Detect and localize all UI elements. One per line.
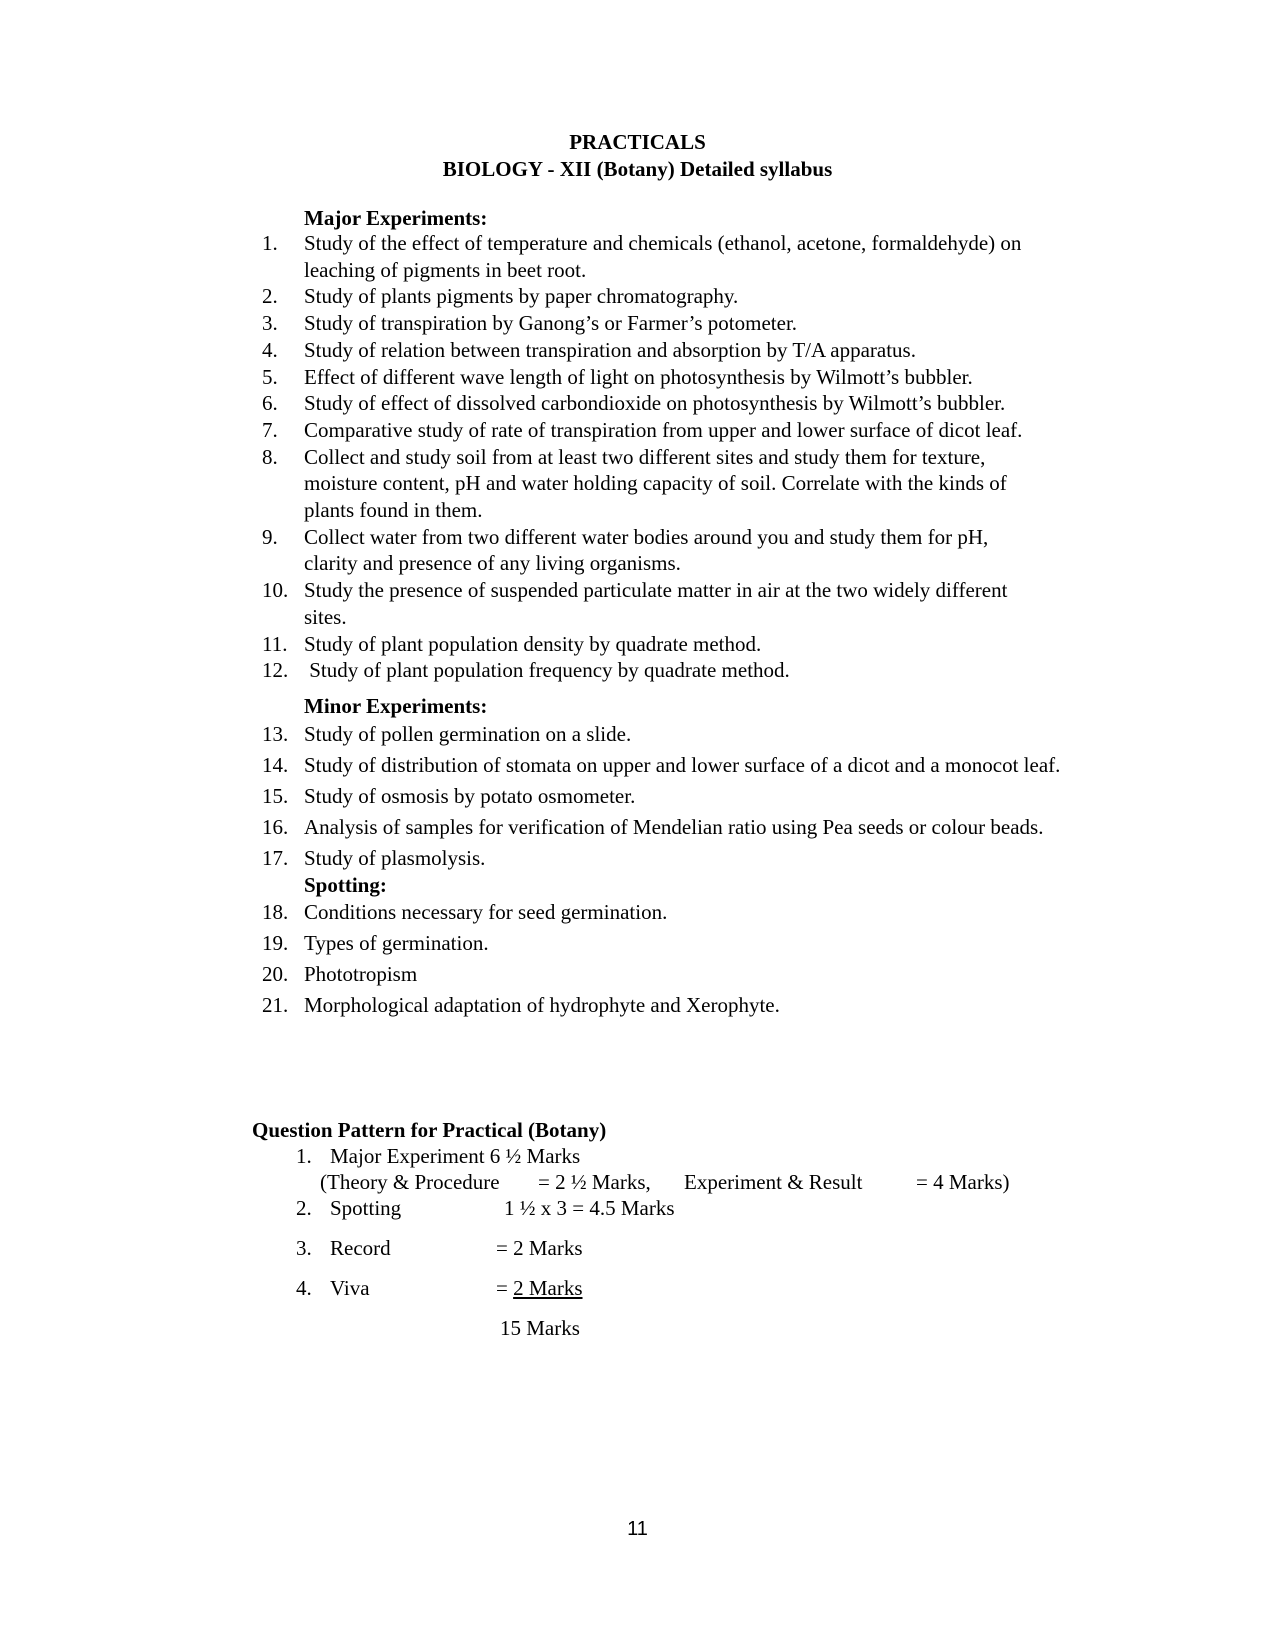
list-item-line: Analysis of samples for verification of Mendelian ratio using Pea seeds or colour beads. bbox=[304, 815, 1044, 839]
list-item-line: moisture content, pH and water holding capacity of soil. Correlate with the kinds of bbox=[304, 471, 1007, 496]
list-item-text bbox=[304, 577, 1162, 630]
list-item-line: clarity and presence of any living organisms. bbox=[304, 551, 681, 576]
list-item-text bbox=[304, 959, 1162, 990]
list-item-number: 4. bbox=[262, 337, 278, 362]
list-item-text bbox=[304, 631, 1162, 658]
pattern-total-value: 15 Marks bbox=[500, 1316, 580, 1340]
pattern-detail-experiment: Experiment & Result bbox=[684, 1170, 863, 1194]
list-item-text bbox=[304, 781, 1162, 812]
list-item-number: 1. bbox=[262, 231, 278, 255]
list-item bbox=[262, 812, 1162, 843]
pattern-value: = 2 Marks bbox=[496, 1236, 583, 1260]
list-item-text bbox=[304, 750, 1162, 781]
list-item bbox=[262, 719, 1162, 750]
list-item-text bbox=[304, 390, 1162, 417]
minor-experiments-heading: Minor Experiments: bbox=[304, 694, 488, 718]
list-item-number: 21. bbox=[262, 993, 289, 1017]
list-item-line: Comparative study of rate of transpiration from upper and lower surface of dicot leaf. bbox=[304, 417, 1023, 442]
list-item-number: 20. bbox=[262, 962, 289, 986]
list-item bbox=[262, 364, 1162, 391]
list-item-number: 15. bbox=[262, 784, 289, 808]
list-item bbox=[262, 657, 1162, 684]
list-item-text bbox=[304, 364, 1162, 391]
list-item-line: Morphological adaptation of hydrophyte and Xerophyte. bbox=[304, 993, 780, 1017]
minor-experiments-list bbox=[262, 719, 1162, 874]
list-item bbox=[262, 781, 1162, 812]
list-item-text bbox=[304, 897, 1162, 928]
list-item-line: Types of germination. bbox=[304, 931, 489, 955]
list-item bbox=[262, 230, 1162, 283]
list-item-line: leaching of pigments in beet root. bbox=[304, 257, 587, 282]
list-item bbox=[262, 283, 1162, 310]
list-item bbox=[262, 959, 1162, 990]
list-item-line: Effect of different wave length of light on photosynthesis by Wilmott’s bubbler. bbox=[304, 364, 973, 389]
list-item bbox=[262, 843, 1162, 874]
pattern-detail-experiment-marks: = 4 Marks) bbox=[916, 1170, 1010, 1194]
list-item bbox=[262, 310, 1162, 337]
list-item-text bbox=[304, 444, 1162, 524]
list-item-line: Conditions necessary for seed germination. bbox=[304, 900, 668, 924]
list-item-text bbox=[304, 812, 1162, 843]
major-experiments-list bbox=[262, 230, 1162, 684]
list-item-line: Phototropism bbox=[304, 962, 418, 986]
list-item-text bbox=[304, 337, 1162, 364]
list-item-number: 9. bbox=[262, 524, 278, 549]
page-number: 11 bbox=[627, 1518, 648, 1540]
list-item-text bbox=[304, 417, 1162, 444]
pattern-value-prefix: = bbox=[496, 1276, 514, 1300]
list-item-text bbox=[304, 657, 1162, 684]
list-item-line: Study of pollen germination on a slide. bbox=[304, 722, 632, 746]
list-item-number: 19. bbox=[262, 931, 289, 955]
list-item-number: 16. bbox=[262, 815, 289, 839]
list-item-line: plants found in them. bbox=[304, 498, 483, 523]
spotting-heading: Spotting: bbox=[304, 873, 387, 897]
list-item-text bbox=[304, 719, 1162, 750]
list-item bbox=[262, 524, 1162, 577]
list-item bbox=[262, 631, 1162, 658]
list-item bbox=[262, 390, 1162, 417]
list-item-number: 12. bbox=[262, 658, 289, 683]
list-item-text bbox=[304, 310, 1162, 337]
pattern-detail-theory: (Theory & Procedure bbox=[320, 1170, 500, 1194]
pattern-label: Spotting bbox=[330, 1196, 402, 1220]
pattern-label: Record bbox=[330, 1236, 391, 1260]
list-item-line: Study the presence of suspended particulate matter in air at the two widely different bbox=[304, 578, 1008, 603]
major-experiments-heading: Major Experiments: bbox=[304, 206, 488, 230]
list-item bbox=[262, 444, 1162, 524]
list-item-text bbox=[304, 990, 1162, 1021]
list-item-line: Collect and study soil from at least two different sites and study them for texture, bbox=[304, 444, 986, 469]
list-item-number: 3. bbox=[262, 311, 278, 336]
pattern-label: Viva bbox=[330, 1276, 370, 1300]
list-item-number: 10. bbox=[262, 578, 289, 603]
list-item-line: Study of plant population density by quadrate method. bbox=[304, 631, 762, 656]
list-item-number: 8. bbox=[262, 444, 278, 469]
list-item bbox=[262, 577, 1162, 630]
list-item bbox=[262, 990, 1162, 1021]
list-item bbox=[262, 897, 1162, 928]
list-item-number: 5. bbox=[262, 364, 278, 389]
page-title: PRACTICALS bbox=[569, 130, 706, 154]
list-item-number: 17. bbox=[262, 846, 289, 870]
pattern-number: 1. bbox=[296, 1144, 312, 1168]
question-pattern-heading: Question Pattern for Practical (Botany) bbox=[252, 1118, 607, 1142]
list-item-number: 11. bbox=[262, 631, 288, 656]
list-item bbox=[262, 417, 1162, 444]
list-item-line: Study of relation between transpiration and absorption by T/A apparatus. bbox=[304, 337, 916, 362]
list-item-number: 13. bbox=[262, 722, 289, 746]
list-item bbox=[262, 928, 1162, 959]
list-item-number: 2. bbox=[262, 284, 278, 309]
list-item-line: Study of plasmolysis. bbox=[304, 846, 486, 870]
pattern-number: 3. bbox=[296, 1236, 312, 1260]
list-item bbox=[262, 750, 1162, 781]
list-item-line: Study of transpiration by Ganong’s or Farmer’s potometer. bbox=[304, 311, 798, 336]
list-item-line: Study of plant population frequency by quadrate method. bbox=[304, 658, 790, 683]
pattern-number: 4. bbox=[296, 1276, 312, 1300]
pattern-label: Major Experiment 6 ½ Marks bbox=[330, 1144, 581, 1168]
list-item-text bbox=[304, 843, 1162, 874]
list-item-line: Study of osmosis by potato osmometer. bbox=[304, 784, 636, 808]
list-item-line: Study of plants pigments by paper chromatography. bbox=[304, 284, 739, 309]
list-item-number: 7. bbox=[262, 417, 278, 442]
list-item-line: sites. bbox=[304, 604, 347, 629]
list-item-text bbox=[304, 283, 1162, 310]
pattern-value: 2 Marks bbox=[513, 1276, 583, 1300]
list-item-text bbox=[304, 928, 1162, 959]
list-item-text bbox=[304, 524, 1162, 577]
pattern-detail-theory-marks: = 2 ½ Marks, bbox=[538, 1170, 651, 1194]
page-subtitle: BIOLOGY - XII (Botany) Detailed syllabus bbox=[442, 157, 833, 181]
list-item bbox=[262, 337, 1162, 364]
list-item-line: Study of distribution of stomata on upper and lower surface of a dicot and a monocot leaf. bbox=[304, 753, 1061, 777]
pattern-value: 1 ½ x 3 = 4.5 Marks bbox=[504, 1196, 675, 1220]
list-item-line: Study of effect of dissolved carbondioxide on photosynthesis by Wilmott’s bubbler. bbox=[304, 391, 1006, 416]
pattern-number: 2. bbox=[296, 1196, 312, 1220]
list-item-number: 18. bbox=[262, 900, 289, 924]
list-item-line: Study of the effect of temperature and chemicals (ethanol, acetone, formaldehyde) on bbox=[304, 231, 1022, 255]
list-item-text bbox=[304, 230, 1162, 283]
list-item-line: Collect water from two different water bodies around you and study them for pH, bbox=[304, 524, 989, 549]
list-item-number: 6. bbox=[262, 391, 278, 416]
spotting-list bbox=[262, 897, 1162, 1021]
list-item-number: 14. bbox=[262, 753, 289, 777]
